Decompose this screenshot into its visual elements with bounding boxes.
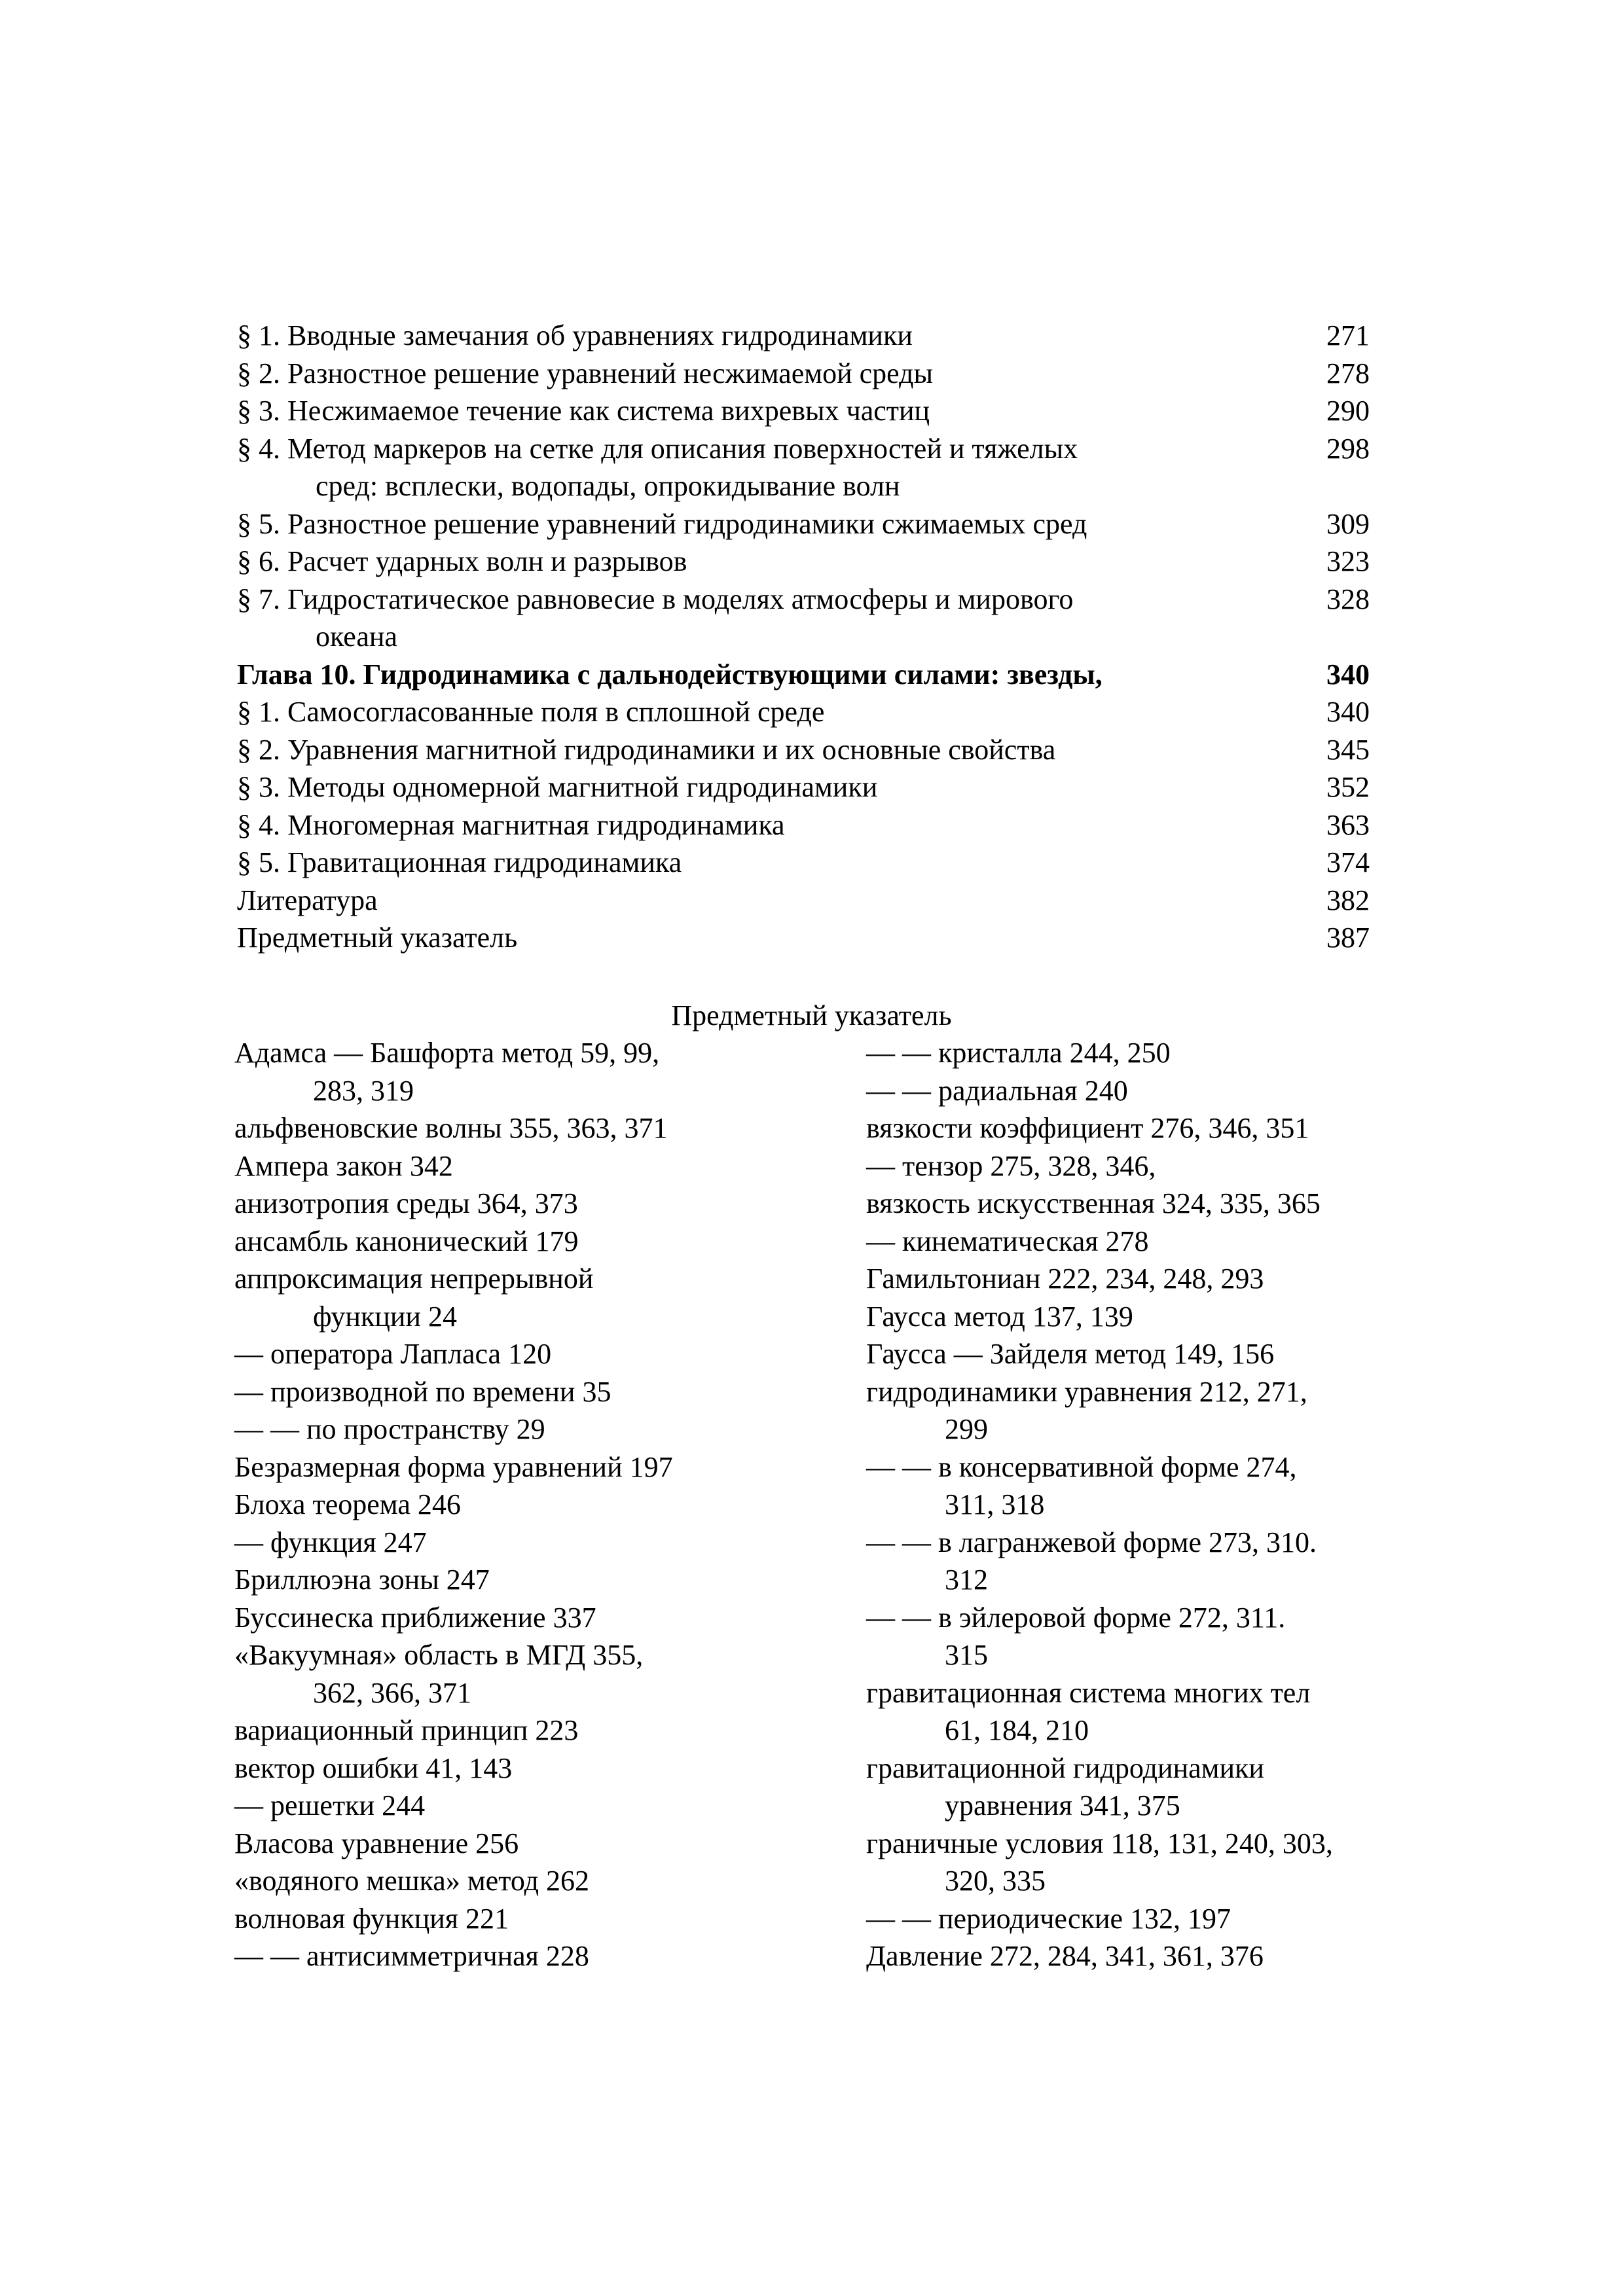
index-entry [866,1335,1429,1373]
toc-entry-page: 298 [1326,432,1370,465]
index-entry-line: Блоха теорема 246 [234,1488,461,1520]
toc-entry-line: Предметный указатель [237,922,518,954]
index-entry [866,1448,1429,1524]
index-entry-line: Власова уравнение 256 [234,1827,519,1859]
index-entry-line: Ампера закон 342 [234,1149,453,1182]
index-entry-line: 61, 184, 210 [945,1714,1089,1746]
toc-row [237,882,1370,920]
index-entry-line: — — в эйлеровой форме 272, 311. [866,1601,1286,1634]
toc-entry-line: § 5. Гравитационная гидродинамика [237,846,682,878]
toc-entry-line: § 1. Самосогласованные поля в сплошной среде [237,696,825,728]
toc-row [237,430,1370,505]
toc-row [237,731,1370,769]
toc-entry-title [237,693,1258,731]
toc-row [237,392,1370,430]
toc-entry-line: § 2. Уравнения магнитной гидродинамики и их основные свойства [237,733,1056,766]
index-entry-line: 283, 319 [313,1074,414,1107]
index-entry [234,1147,850,1185]
toc-entry-page: 374 [1326,846,1370,878]
table-of-contents [237,317,1370,957]
index-entry [234,1185,850,1223]
index-entry [234,1937,850,1975]
toc-entry-line: § 4. Многомерная магнитная гидродинамика [237,808,785,841]
toc-row [237,806,1370,844]
index-entry [866,1223,1429,1261]
index-entry [234,1599,850,1637]
toc-entry-title [237,656,1258,694]
toc-entry-line: сред: всплески, водопады, опрокидывание волн [316,470,900,502]
index-entry [234,1862,850,1900]
index-entry-line: — решетки 244 [234,1789,426,1821]
index-entry-line: гравитационной гидродинамики [866,1751,1264,1784]
toc-entry-title [237,731,1258,769]
toc-entry-title [237,543,1258,581]
index-entry-line: уравнения 341, 375 [945,1789,1180,1821]
index-entry [866,1825,1429,1900]
index-entry-line: — — кристалла 244, 250 [866,1037,1171,1069]
toc-entry-title [237,581,1258,656]
index-entry [234,1900,850,1938]
index-entry-line: — — по пространству 29 [234,1413,545,1445]
index-entry [234,1223,850,1261]
toc-row [237,581,1370,656]
index-entry [866,1674,1429,1749]
index-entry-line: — функция 247 [234,1526,427,1558]
index-entry [234,1335,850,1373]
index-entry [866,1185,1429,1223]
toc-row [237,693,1370,731]
toc-row [237,505,1370,543]
toc-row [237,317,1370,355]
index-entry-line: вектор ошибки 41, 143 [234,1751,513,1784]
index-entry [234,1034,850,1109]
toc-entry-line: Литература [237,884,378,916]
index-entry [866,1260,1429,1298]
index-entry-line: — производной по времени 35 [234,1375,611,1408]
index-entry-line: — — в лагранжевой форме 273, 310. [866,1526,1317,1558]
toc-entry-title [237,844,1258,882]
index-entry-line: Буссинеска приближение 337 [234,1601,596,1634]
index-entry [866,1599,1429,1674]
index-entry [234,1636,850,1712]
toc-entry-title [237,882,1258,920]
index-entry-line: Безразмерная форма уравнений 197 [234,1450,673,1483]
index-entry-line: 315 [945,1639,988,1671]
index-entry-line: альфвеновские волны 355, 363, 371 [234,1112,668,1144]
index-entry-line: Гаусса метод 137, 139 [866,1300,1133,1333]
toc-entry-title [237,505,1258,543]
index-entry [234,1524,850,1562]
index-entry-line: анизотропия среды 364, 373 [234,1187,578,1219]
index-entry-line: — оператора Лапласа 120 [234,1338,552,1370]
index-entry-line: Адамса — Башфорта метод 59, 99, [234,1037,660,1069]
toc-entry-page: 340 [1326,696,1370,728]
toc-entry-page: 340 [1326,658,1370,691]
index-entry-line: 311, 318 [945,1488,1045,1520]
toc-entry-page: 387 [1326,922,1370,954]
toc-entry-line: § 3. Методы одномерной магнитной гидродинамики [237,771,878,803]
toc-entry-page: 352 [1326,771,1370,803]
index-entry-line: гидродинамики уравнения 212, 271, [866,1375,1307,1408]
toc-entry-title [237,392,1258,430]
index-entry-line: 299 [945,1413,988,1445]
index-entry [866,1749,1429,1825]
index-entry-line: — — периодические 132, 197 [866,1902,1231,1935]
index-entry [866,1034,1429,1072]
toc-entry-title [237,430,1258,505]
index-entry [234,1561,850,1599]
index-entry-line: «водяного мешка» метод 262 [234,1865,589,1897]
index-entry-line: волновая функция 221 [234,1902,509,1935]
index-entry [234,1712,850,1749]
index-entry-line: Давление 272, 284, 341, 361, 376 [866,1940,1264,1972]
toc-entry-line: § 1. Вводные замечания об уравнениях гидродинамики [237,319,913,351]
index-entry [234,1486,850,1524]
index-entry-line: — кинематическая 278 [866,1225,1149,1257]
toc-entry-page: 278 [1326,357,1370,389]
toc-entry-line: § 2. Разностное решение уравнений несжимаемой среды [237,357,934,389]
toc-row [237,355,1370,393]
toc-entry-line: § 3. Несжимаемое течение как система вихревых частиц [237,395,930,427]
index-entry [866,1072,1429,1110]
index-entry-line: вариационный принцип 223 [234,1714,579,1746]
index-entry [234,1410,850,1448]
index-entry [234,1787,850,1825]
toc-entry-page: 323 [1326,545,1370,577]
toc-entry-page: 271 [1326,319,1370,351]
toc-entry-page: 363 [1326,808,1370,841]
index-entry [866,1524,1429,1599]
toc-entry-line: § 4. Метод маркеров на сетке для описания поверхностей и тяжелых [237,432,1078,465]
toc-entry-page: 290 [1326,395,1370,427]
index-entry [866,1298,1429,1336]
index-entry [234,1749,850,1787]
index-entry [234,1109,850,1147]
index-column-left [234,1034,850,1975]
toc-entry-page: 328 [1326,583,1370,615]
index-entry-line: граничные условия 118, 131, 240, 303, [866,1827,1333,1859]
index-heading: Предметный указатель [671,999,952,1031]
index-entry-line: вязкости коэффициент 276, 346, 351 [866,1112,1309,1144]
index-entry-line: аппроксимация непрерывной [234,1263,594,1295]
index-entry-line: — — антисимметричная 228 [234,1940,589,1972]
toc-entry-title [237,806,1258,844]
index-entry-line: 362, 366, 371 [313,1676,471,1709]
toc-entry-line: океана [316,620,397,653]
index-entry [234,1825,850,1863]
index-entry-line: 312 [945,1564,988,1596]
toc-row [237,656,1370,694]
index-entry-line: гравитационная система многих тел [866,1676,1311,1709]
toc-entry-title [237,768,1258,806]
toc-row [237,543,1370,581]
index-entry-line: — — радиальная 240 [866,1074,1128,1107]
index-entry-line: — — в консервативной форме 274, [866,1450,1297,1483]
index-entry [866,1373,1429,1448]
index-entry-line: «Вакуумная» область в МГД 355, [234,1639,644,1671]
toc-entry-page: 309 [1326,507,1370,540]
index-entry-line: ансамбль канонический 179 [234,1225,579,1257]
index-entry [234,1448,850,1486]
index-entry [866,1937,1429,1975]
index-entry [234,1373,850,1411]
toc-row [237,919,1370,957]
toc-entry-page: 345 [1326,733,1370,766]
toc-row [237,844,1370,882]
index-entry-line: функции 24 [313,1300,457,1333]
index-entry-line: вязкость искусственная 324, 335, 365 [866,1187,1321,1219]
index-entry [866,1147,1429,1185]
toc-entry-line: § 6. Расчет ударных волн и разрывов [237,545,687,577]
index-entry [866,1109,1429,1147]
index-entry-line: Гаусса — Зайделя метод 149, 156 [866,1338,1275,1370]
toc-entry-line: Глава 10. Гидродинамика с дальнодействующими силами: звезды, [237,658,1103,691]
index-entry-line: Бриллюэна зоны 247 [234,1564,490,1596]
index-entry-line: 320, 335 [945,1865,1046,1897]
index-entry [866,1900,1429,1938]
toc-entry-title [237,317,1258,355]
toc-entry-title [237,355,1258,393]
toc-row [237,768,1370,806]
index-entry-line: — тензор 275, 328, 346, [866,1149,1156,1182]
toc-entry-line: § 5. Разностное решение уравнений гидродинамики сжимаемых сред [237,507,1087,540]
index-entry [234,1260,850,1335]
toc-entry-title [237,919,1258,957]
index-entry-line: Гамильтониан 222, 234, 248, 293 [866,1263,1264,1295]
toc-entry-page: 382 [1326,884,1370,916]
toc-entry-line: § 7. Гидростатическое равновесие в моделях атмосферы и мирового [237,583,1074,615]
index-column-right [866,1034,1429,1975]
